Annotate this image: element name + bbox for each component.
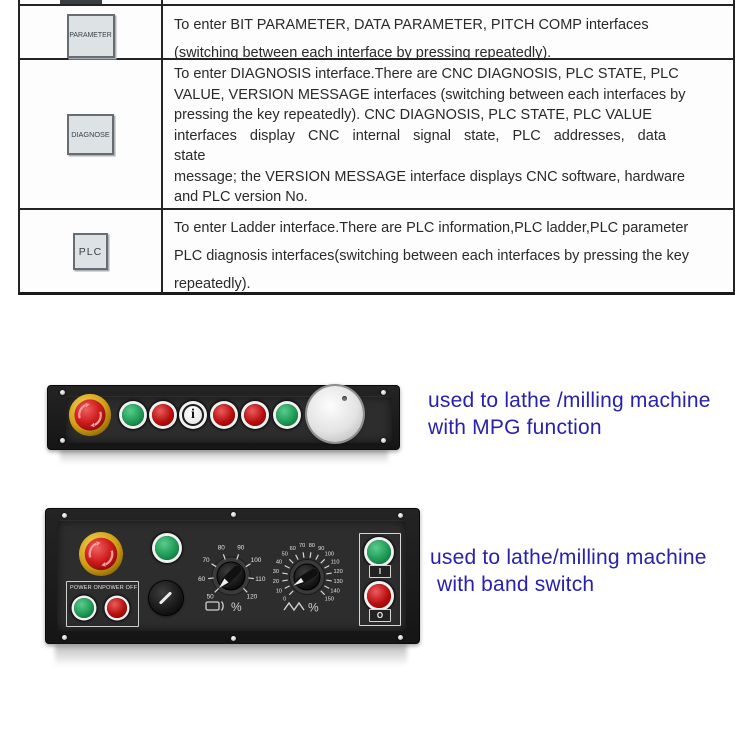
svg-text:50: 50 [206, 593, 214, 601]
key-cell [20, 210, 163, 293]
screw-icon [62, 635, 67, 640]
svg-text:120: 120 [333, 569, 343, 576]
svg-text:150: 150 [324, 596, 334, 603]
panel2-caption [430, 544, 707, 598]
svg-text:140: 140 [330, 588, 340, 595]
svg-text:110: 110 [255, 575, 266, 583]
screw-icon [62, 513, 67, 518]
percent-label: % [231, 600, 242, 614]
description-line: To enter Ladder interface.There are PLC information,PLC ladder,PLC parameter [174, 220, 689, 236]
svg-text:70: 70 [298, 542, 306, 549]
screw-icon [60, 390, 65, 395]
stop-button [367, 584, 391, 608]
key-cell [20, 6, 163, 58]
description-line: To enter DIAGNOSIS interface.There are CNC DIAGNOSIS, PLC STATE, PLC [174, 66, 679, 82]
power-off-button [107, 598, 127, 618]
emergency-stop-button [68, 393, 112, 437]
green-button [155, 536, 179, 560]
svg-text:70: 70 [202, 556, 210, 564]
svg-text:90: 90 [237, 544, 245, 552]
svg-text:80: 80 [308, 542, 316, 549]
info-button [182, 404, 204, 426]
description-line: state [174, 148, 206, 164]
svg-text:40: 40 [275, 559, 283, 566]
table-row-diagnose [20, 60, 733, 210]
percent-label: % [308, 600, 319, 614]
svg-text:110: 110 [330, 559, 340, 566]
description-line: message; the VERSION MESSAGE interface displays CNC software, hardware [174, 168, 685, 185]
screw-icon [60, 438, 65, 443]
red-button [152, 404, 174, 426]
diagnose-key: DIAGNOSE [67, 114, 114, 155]
svg-text:10: 10 [275, 588, 283, 595]
feedrate-override-icon [281, 598, 327, 614]
power-on-button [74, 598, 94, 618]
red-button [213, 404, 235, 426]
power-off-label: POWER OFF [102, 585, 138, 591]
description-line: To enter BIT PARAMETER, DATA PARAMETER, PITCH COMP interfaces [174, 17, 649, 33]
table-row-plc [20, 210, 733, 293]
svg-text:100: 100 [324, 551, 334, 558]
panel1-caption [428, 387, 711, 441]
start-symbol: I [369, 565, 391, 578]
svg-text:100: 100 [250, 556, 262, 564]
screw-icon [231, 512, 236, 517]
svg-text:30: 30 [272, 569, 280, 576]
screw-icon [398, 513, 403, 518]
panel-reflection [60, 449, 388, 464]
description-line: VALUE, VERSION MESSAGE interfaces (switching between each interfaces by [174, 86, 686, 103]
svg-text:50: 50 [281, 551, 288, 558]
description-cell [163, 6, 733, 61]
screw-icon [231, 636, 236, 641]
table-row-parameter [20, 6, 733, 60]
svg-text:80: 80 [217, 544, 225, 552]
description-line: and PLC version No. [174, 189, 308, 205]
svg-text:60: 60 [289, 545, 296, 552]
caption-line: used to lathe /milling machine [428, 389, 711, 412]
emergency-stop-button [78, 531, 124, 577]
description-cell [163, 210, 733, 293]
description-line: (switching between each interface by pressing repeatedly). [174, 45, 552, 61]
svg-text:0: 0 [283, 596, 287, 603]
caption-line: with band switch [437, 573, 595, 596]
svg-text:130: 130 [333, 578, 343, 585]
stop-symbol: O [369, 609, 391, 622]
description-line: PLC diagnosis interfaces(switching between each interfaces by pressing the key [174, 248, 690, 264]
description-line: repeatedly). [174, 276, 251, 292]
description-line: pressing the key repeatedly). CNC DIAGNOSIS, PLC STATE, PLC VALUE [174, 107, 652, 123]
svg-text:20: 20 [272, 578, 280, 585]
parameter-key: PARAMETER [67, 14, 115, 58]
caption-line: used to lathe/milling machine [430, 546, 707, 569]
red-button [244, 404, 266, 426]
mpg-handwheel [307, 386, 363, 442]
key-description-table [18, 0, 735, 295]
green-button [276, 404, 298, 426]
plc-key: PLC [73, 233, 108, 270]
selector-knob [149, 581, 183, 615]
power-on-label: POWER ON [70, 585, 103, 591]
spindle-override-icon [203, 597, 253, 614]
key-cell [20, 60, 163, 208]
caption-line: with MPG function [428, 416, 602, 439]
start-button [367, 540, 391, 564]
screw-icon [381, 390, 386, 395]
svg-text:120: 120 [246, 593, 258, 601]
description-cell [163, 60, 733, 208]
screw-icon [398, 635, 403, 640]
screw-icon [381, 438, 386, 443]
svg-text:90: 90 [318, 545, 325, 552]
svg-text:60: 60 [198, 575, 206, 583]
green-button [122, 404, 144, 426]
panel-reflection [55, 644, 407, 666]
cropped-row-remnant [20, 0, 733, 6]
description-line: interfaces display CNC internal signal state, PLC addresses, data [174, 127, 666, 144]
info-icon: i [191, 407, 195, 422]
column-divider [161, 0, 163, 4]
cropped-key-remnant [60, 0, 102, 4]
